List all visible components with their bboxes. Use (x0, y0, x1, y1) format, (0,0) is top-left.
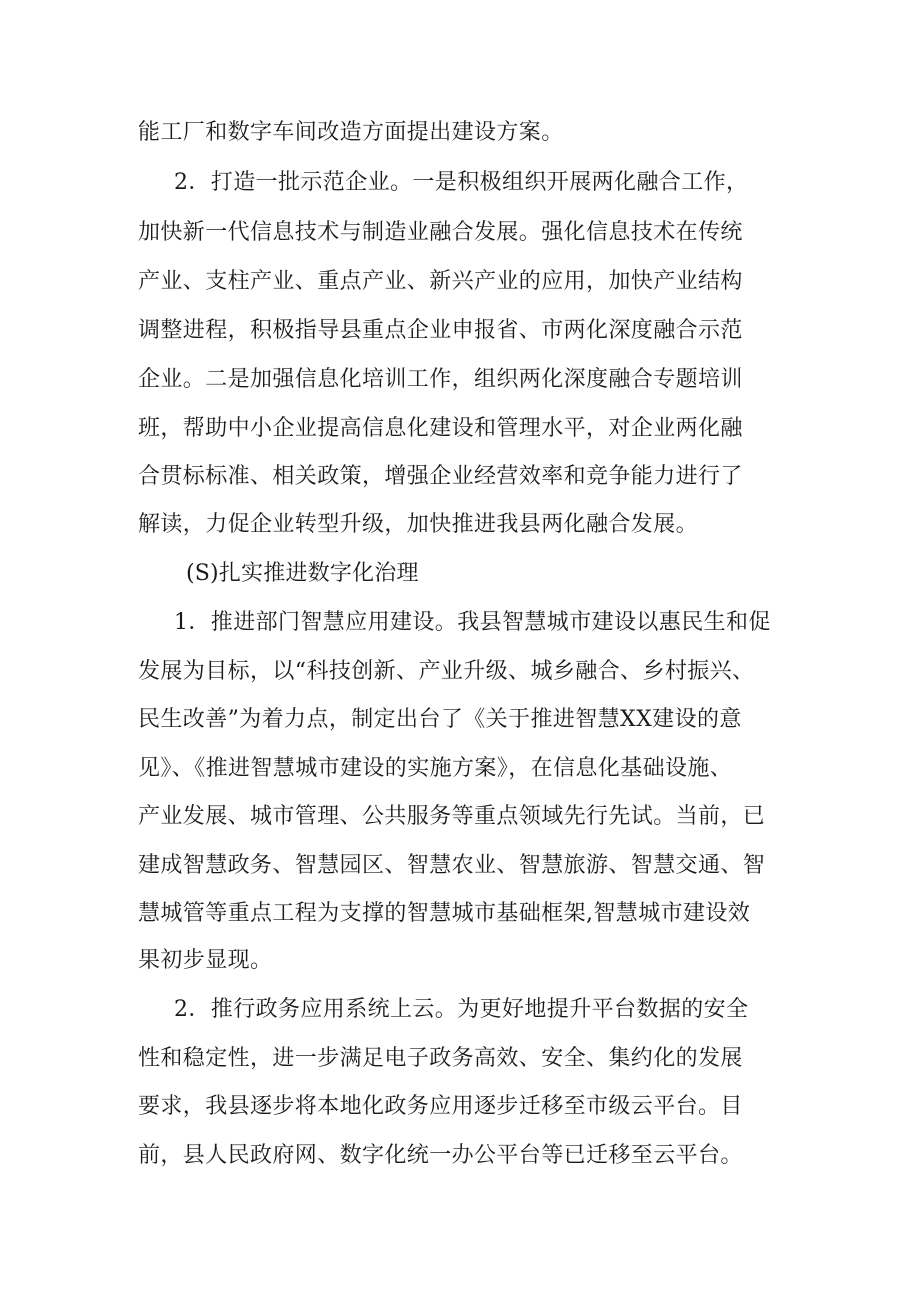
paragraph-line: 民生改善”为着力点，制定出台了《关于推进智慧XX建设的意 (138, 707, 742, 732)
paragraph-line: 慧城管等重点工程为支撑的智慧城市基础框架,智慧城市建设效 (138, 901, 751, 926)
paragraph-line: 见》、《推进智慧城市建设的实施方案》，在信息化基础设施、 (138, 756, 733, 781)
paragraph-line: 产业发展、城市管理、公共服务等重点领域先行先试。当前，已 (138, 804, 766, 829)
paragraph-line: 性和稳定性，进一步满足电子政务高效、安全、集约化的发展 (138, 1046, 743, 1071)
paragraph-line: 2．推行政务应用系统上云。为更好地提升平台数据的安全 (174, 997, 749, 1022)
paragraph-line: 加快新一代信息技术与制造业融合发展。强化信息技术在传统 (138, 220, 743, 245)
paragraph-line: 合贯标标准、相关政策，增强企业经营效率和竞争能力进行了 (138, 464, 743, 489)
section-heading: (S)扎实推进数字化治理 (186, 561, 419, 586)
paragraph-line: 能工厂和数字车间改造方面提出建设方案。 (138, 120, 564, 145)
paragraph-line: 解读，力促企业转型升级，加快推进我县两化融合发展。 (138, 512, 699, 537)
paragraph-line: 产业、支柱产业、重点产业、新兴产业的应用，加快产业结构 (138, 269, 743, 294)
paragraph-line: 要求，我县逐步将本地化政务应用逐步迁移至市级云平台。目 (138, 1094, 743, 1119)
paragraph-line: 发展为目标，以“科技创新、产业升级、城乡融合、乡村振兴、 (138, 659, 755, 684)
paragraph-line: 企业。二是加强信息化培训工作，组织两化深度融合专题培训 (138, 367, 743, 392)
paragraph-line: 果初步显现。 (138, 948, 273, 973)
paragraph-line: 2．打造一批示范企业。一是积极组织开展两化融合工作， (174, 170, 749, 195)
paragraph-line: 调整进程，积极指导县重点企业申报省、市两化深度融合示范 (138, 318, 743, 343)
paragraph-line: 建成智慧政务、智慧园区、智慧农业、智慧旅游、智慧交通、智 (138, 853, 766, 878)
paragraph-line: 班，帮助中小企业提高信息化建设和管理水平，对企业两化融 (138, 416, 743, 441)
paragraph-line: 1．推进部门智慧应用建设。我县智慧城市建设以惠民生和促 (174, 610, 771, 635)
paragraph-line: 前，县人民政府网、数字化统一办公平台等已迁移至云平台。 (138, 1143, 743, 1168)
